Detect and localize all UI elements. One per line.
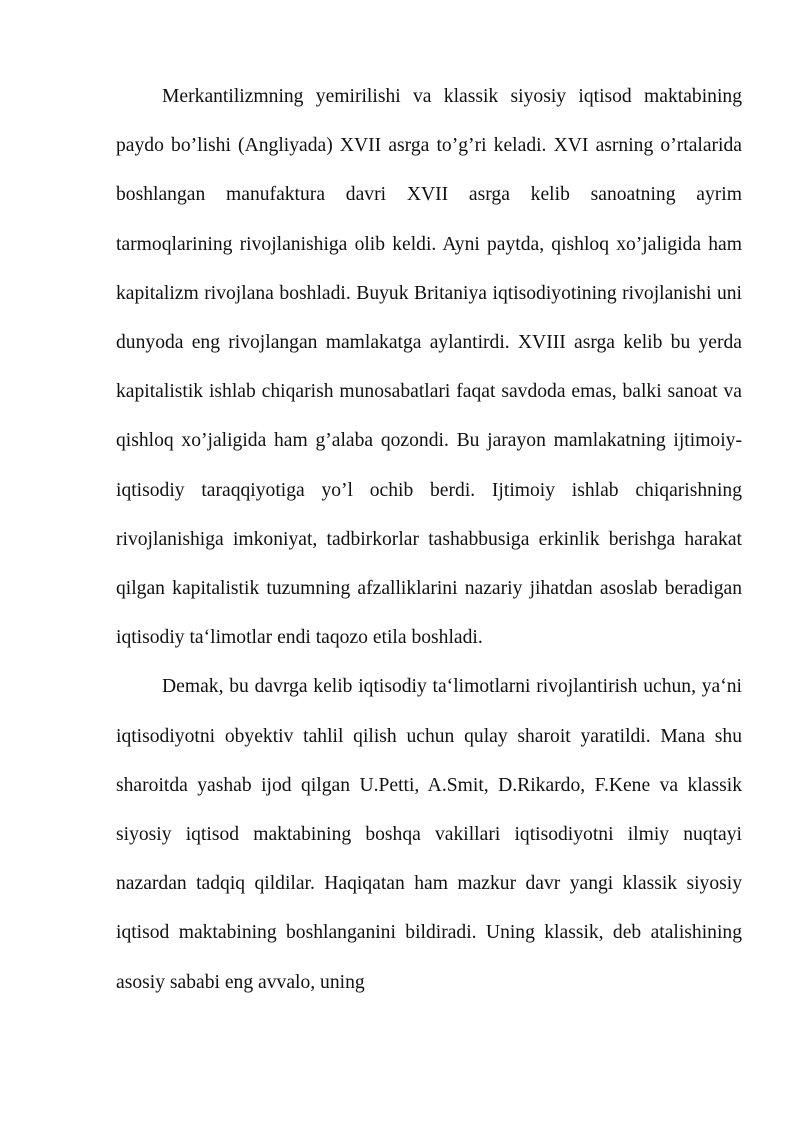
paragraph-1: Merkantilizmning yemirilishi va klassik siyosiy iqtisod maktabining paydo bo’lishi (Angliyada) XVII asrga to’g’ri keladi. XVI asrning o’rtalarida boshlangan manufaktura davri XVII asrga kelib sanoatning ayrim tarmoqlarining rivojlanishiga olib keldi. Ayni paytda, qishloq xo’jaligida ham kapitalizm rivojlana boshladi. Buyuk Britaniya iqtisodiyotining rivojlanishi uni dunyoda eng rivojlangan mamlakatga aylantirdi. XVIII asrga kelib bu yerda kapitalistik ishlab chiqarish munosabatlari faqat savdoda emas, balki sanoat va qishloq xo’jaligida ham g’alaba qozondi. Bu jarayon mamlakatning ijtimoiy-iqtisodiy taraqqiyotiga yo’l ochib berdi. Ijtimoiy ishlab chiqarishning rivojlanishiga imkoniyat, tadbirkorlar tashabbusiga erkinlik berishga harakat qilgan kapitalistik tuzumning afzalliklarini nazariy jihatdan asoslab beradigan iqtisodiy ta‘limotlar endi taqozo etila boshladi. (116, 86, 742, 649)
document-page (116, 72, 742, 1007)
paragraph-2: Demak, bu davrga kelib iqtisodiy ta‘limotlarni rivojlantirish uchun, ya‘ni iqtisodiyotni obyektiv tahlil qilish uchun qulay sharoit yaratildi. Mana shu sharoitda yashab ijod qilgan U.Petti, A.Smit, D.Rikardo, F.Kene va klassik siyosiy iqtisod maktabining boshqa vakillari iqtisodiyotni ilmiy nuqtayi nazardan tadqiq qildilar. Haqiqatan ham mazkur davr yangi klassik siyosiy iqtisod maktabining boshlanganini bildiradi. Uning klassik, deb atalishining asosiy sababi eng avvalo, uning (116, 676, 742, 993)
